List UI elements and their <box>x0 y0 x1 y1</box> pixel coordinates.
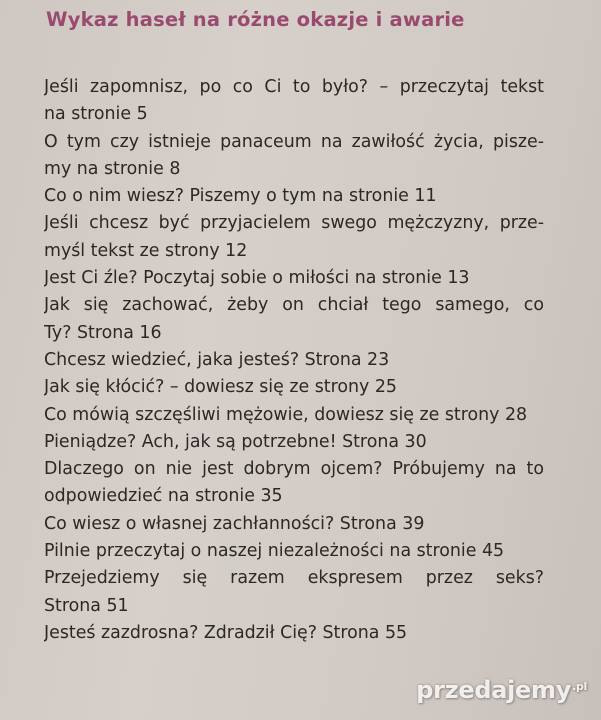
entry-line: my na stronie 8 <box>44 158 181 179</box>
contents-entry <box>44 129 544 184</box>
entry-line: O tym czy istnieje panaceum na zawiłość życia, pisze- <box>44 131 544 152</box>
contents-entry <box>44 538 544 565</box>
contents-entry <box>44 210 544 265</box>
contents-entry <box>44 565 544 620</box>
watermark-suffix: .pl <box>572 680 587 693</box>
entry-line: Jak się zachować, żeby on chciał tego samego, co <box>44 295 544 316</box>
page-heading: Wykaz haseł na różne okazje i awarie <box>46 8 465 31</box>
entry-line: myśl tekst ze strony 12 <box>44 240 248 261</box>
entry-line: Co mówią szczęśliwi mężowie, dowiesz się ze strony 28 <box>44 404 528 425</box>
contents-list <box>44 74 544 647</box>
contents-entry <box>44 620 544 647</box>
entry-line: Jak się kłócić? – dowiesz się ze strony 25 <box>44 377 397 398</box>
entry-line: Chcesz wiedzieć, jaka jesteś? Strona 23 <box>44 349 390 370</box>
contents-entry <box>44 402 544 429</box>
entry-line: Ty? Strona 16 <box>44 322 162 343</box>
watermark-text: przedajemy <box>416 676 572 704</box>
contents-entry <box>44 292 544 347</box>
entry-line: odpowiedzieć na stronie 35 <box>44 486 283 507</box>
contents-entry <box>44 347 544 374</box>
entry-line: Dlaczego on nie jest dobrym ojcem? Próbujemy na to <box>44 459 544 480</box>
site-watermark <box>416 676 587 704</box>
contents-entry <box>44 429 544 456</box>
entry-line: Strona 51 <box>44 595 129 616</box>
entry-line: Jesteś zazdrosna? Zdradził Cię? Strona 55 <box>44 622 408 643</box>
contents-entry <box>44 456 544 511</box>
contents-entry <box>44 74 544 129</box>
entry-line: Pilnie przeczytaj o naszej niezależności na stronie 45 <box>44 541 505 562</box>
contents-entry <box>44 511 544 538</box>
entry-line: Pieniądze? Ach, jak są potrzebne! Strona 30 <box>44 431 427 452</box>
entry-line: Co o nim wiesz? Piszemy o tym na stronie 11 <box>44 186 437 207</box>
entry-line: Jest Ci źle? Poczytaj sobie o miłości na stronie 13 <box>44 268 470 289</box>
entry-line: Jeśli zapomnisz, po co Ci to było? – przeczytaj tekst <box>44 77 544 97</box>
contents-entry <box>44 374 544 401</box>
contents-entry <box>44 265 544 292</box>
entry-line: Przejedziemy się razem ekspresem przez seks? <box>44 568 544 589</box>
entry-line: Co wiesz o własnej zachłanności? Strona 39 <box>44 513 425 534</box>
contents-entry <box>44 183 544 210</box>
entry-line: Jeśli chcesz być przyjacielem swego mężczyzny, prze- <box>44 213 544 234</box>
entry-line: na stronie 5 <box>44 104 148 125</box>
